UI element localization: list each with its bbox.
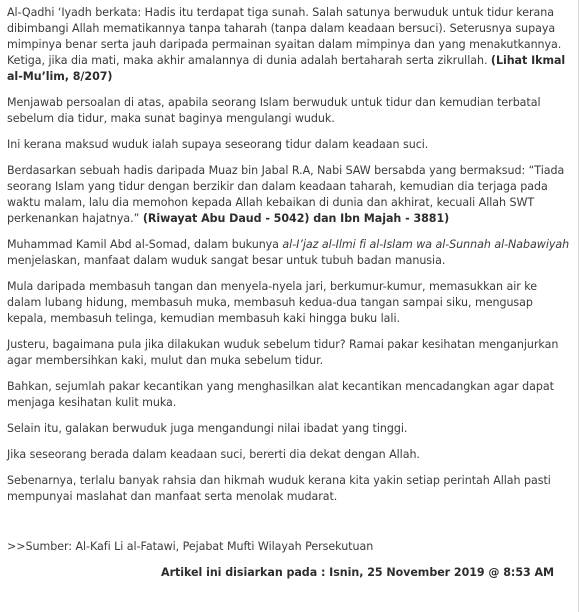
paragraph-answer: Menjawab persoalan di atas, apabila seorang Islam berwuduk untuk tidur dan kemudian terbatal sebelum dia tidur, maka sunat baginya mengulangi wuduk.	[7, 96, 541, 125]
paragraph-purpose: Ini kerana maksud wuduk ialah supaya seseorang tidur dalam keadaan suci.	[7, 138, 429, 151]
citation-abu-daud: (Riwayat Abu Daud - 5042) dan Ibn Majah - 3881)	[142, 212, 450, 225]
paragraph-book	[7, 237, 570, 269]
article-body	[7, 5, 570, 581]
paragraph-purity: Jika seseorang berada dalam keadaan suci, bererti dia dekat dengan Allah.	[7, 448, 420, 461]
paragraph-before-sleep: Justeru, bagaimana pula jika dilakukan wuduk sebelum tidur? Ramai pakar kesihatan menganjurkan agar membersihkan kaki, mulut dan muka sebelum tidur.	[7, 338, 559, 367]
paragraph-qadhi-iyadh	[7, 5, 570, 85]
paragraph-wisdom: Sebenarnya, terlalu banyak rahsia dan hikmah wuduk kerana kita yakin setiap perintah Allah pasti mempunyai maslahat dan manfaat serta menolak mudarat.	[7, 474, 551, 503]
paragraph-text: Al-Qadhi ‘Iyadh berkata: Hadis itu terdapat tiga sunah. Salah satunya berwuduk untuk tidur kerana dibimbangi Allah mematikannya tanpa taharah (tanpa dalam keadaan bersuci). Seterusnya supaya mimpinya benar serta jauh daripada permainan syaitan dalam mimpinya dan yang menakutkannya. Ketiga, jika dia mati, maka akhir amalannya di dunia adalah bertaharah serta zikrullah.	[7, 6, 562, 67]
citation-ikmal: (Lihat Ikmal al-Mu’lim, 8/207)	[7, 54, 566, 83]
book-summary: menjelaskan, manfaat dalam wuduk sangat besar untuk tubuh badan manusia.	[7, 254, 446, 267]
paragraph-worship: Selain itu, galakan berwuduk juga mengandungi nilai ibadat yang tinggi.	[7, 422, 408, 435]
source-line: >>Sumber: Al-Kafi Li al-Fatawi, Pejabat Mufti Wilayah Persekutuan	[7, 540, 374, 553]
paragraph-beauty: Bahkan, sejumlah pakar kecantikan yang menghasilkan alat kecantikan mencadangkan agar dapat menjaga kesihatan kulit muka.	[7, 380, 554, 409]
publish-date: Artikel ini disiarkan pada : Isnin, 25 November 2019 @ 8:53 AM	[161, 566, 554, 579]
hadith-text: Berdasarkan sebuah hadis daripada Muaz bin Jabal R.A, Nabi SAW bersabda yang bermaksud: “Tiada seorang Islam yang tidur dengan berzikir dan dalam keadaan taharah, kemudian dia terjaga pada waktu malam, lalu dia memohon kepada Allah kebaikan di dunia dan akhirat, kecuali Allah SWT perkenankan hajatnya.”	[7, 164, 565, 225]
paragraph-hadith	[7, 163, 570, 227]
spacer	[7, 515, 570, 539]
paragraph-steps: Mula daripada membasuh tangan dan menyela-nyela jari, berkumur-kumur, memasukkan air ke dalam lubang hidung, membasuh muka, membasuh kedua-dua tangan sampai siku, mengusap kepala, membasuh telinga, kemudian membasuh kaki hingga buku lali.	[7, 280, 537, 325]
book-title: al-I’jaz al-Ilmi fi al-Islam wa al-Sunnah al-Nabawiyah	[282, 238, 570, 251]
book-intro: Muhammad Kamil Abd al-Somad, dalam bukunya	[7, 238, 283, 251]
